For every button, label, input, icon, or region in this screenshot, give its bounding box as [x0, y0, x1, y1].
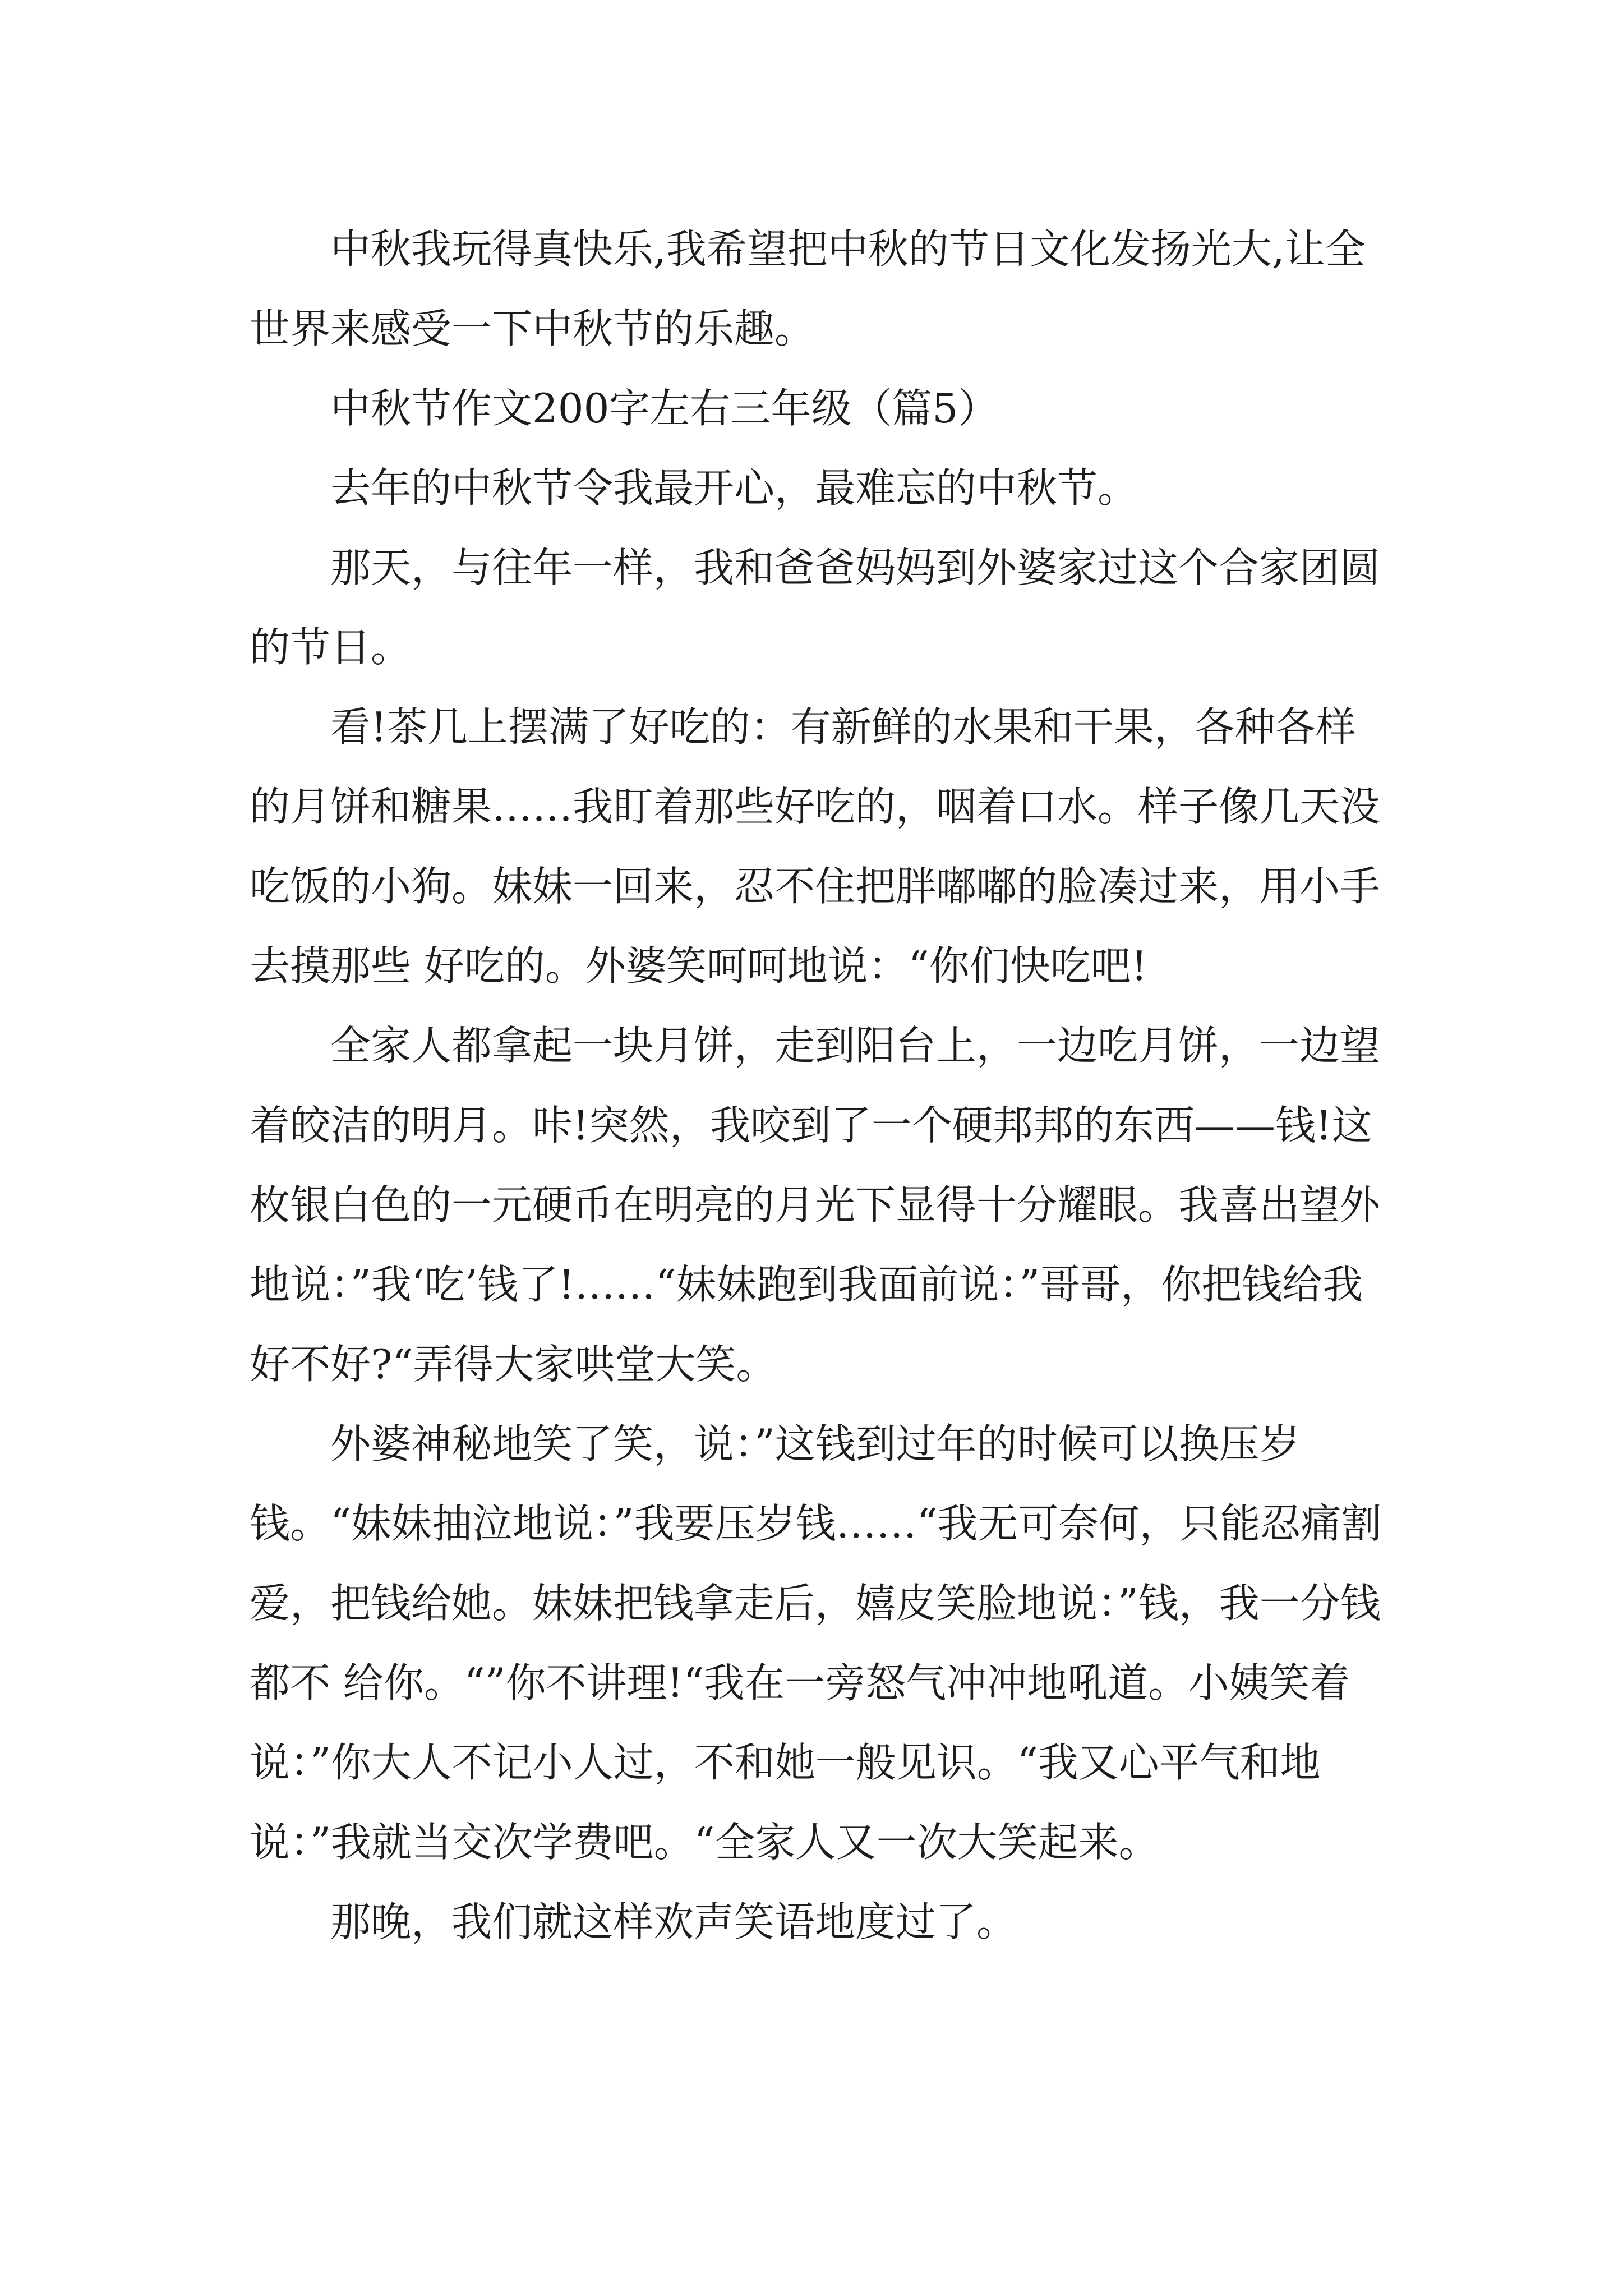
paragraph-closing-previous: 中秋我玩得真快乐,我希望把中秋的节日文化发扬光大,让全世界来感受一下中秋节的乐趣。	[250, 226, 1366, 352]
paragraph-snacks: 看!茶几上摆满了好吃的：有新鲜的水果和干果，各种各样的月饼和糖果……我盯着那些好吃的，咽着口水。样子像几天没吃饭的小狗。妹妹一回来，忍不住把胖嘟嘟的脸凑过来，用小手去摸那些 好吃的。外婆笑呵呵地说：“你们快吃吧!	[250, 703, 1381, 990]
paragraph-coin: 全家人都拿起一块月饼，走到阳台上，一边吃月饼，一边望着皎洁的明月。咔!突然，我咬到了一个硬邦邦的东西——钱!这枚银白色的一元硬币在明亮的月光下显得十分耀眼。我喜出望外地说：”我‘吃’钱了!……“妹妹跑到我面前说：”哥哥，你把钱给我好不好?“弄得大家哄堂大笑。	[250, 1022, 1381, 1388]
paragraph-intro: 去年的中秋节令我最开心，最难忘的中秋节。	[330, 464, 1138, 512]
paragraph-visit: 那天，与往年一样，我和爸爸妈妈到外婆家过这个合家团圆的节日。	[250, 544, 1381, 671]
essay-heading: 中秋节作文200字左右三年级（篇5）	[330, 385, 999, 432]
paragraph-ending: 那晚，我们就这样欢声笑语地度过了。	[330, 1898, 1017, 1945]
paragraph-grandma: 外婆神秘地笑了笑，说：”这钱到过年的时候可以换压岁钱。“妹妹抽泣地说：”我要压岁钱……“我无可奈何，只能忍痛割爱，把钱给她。妹妹把钱拿走后，嬉皮笑脸地说：”钱，我一分钱都不 给你。“”你不讲理!“我在一旁怒气冲冲地吼道。小姨笑着说：”你大人不记小人过，不和她一般见识。“我又心平气和地说：”我就当交次学费吧。“全家人又一次大笑起来。	[250, 1420, 1382, 1866]
essay-body	[250, 209, 1382, 1962]
